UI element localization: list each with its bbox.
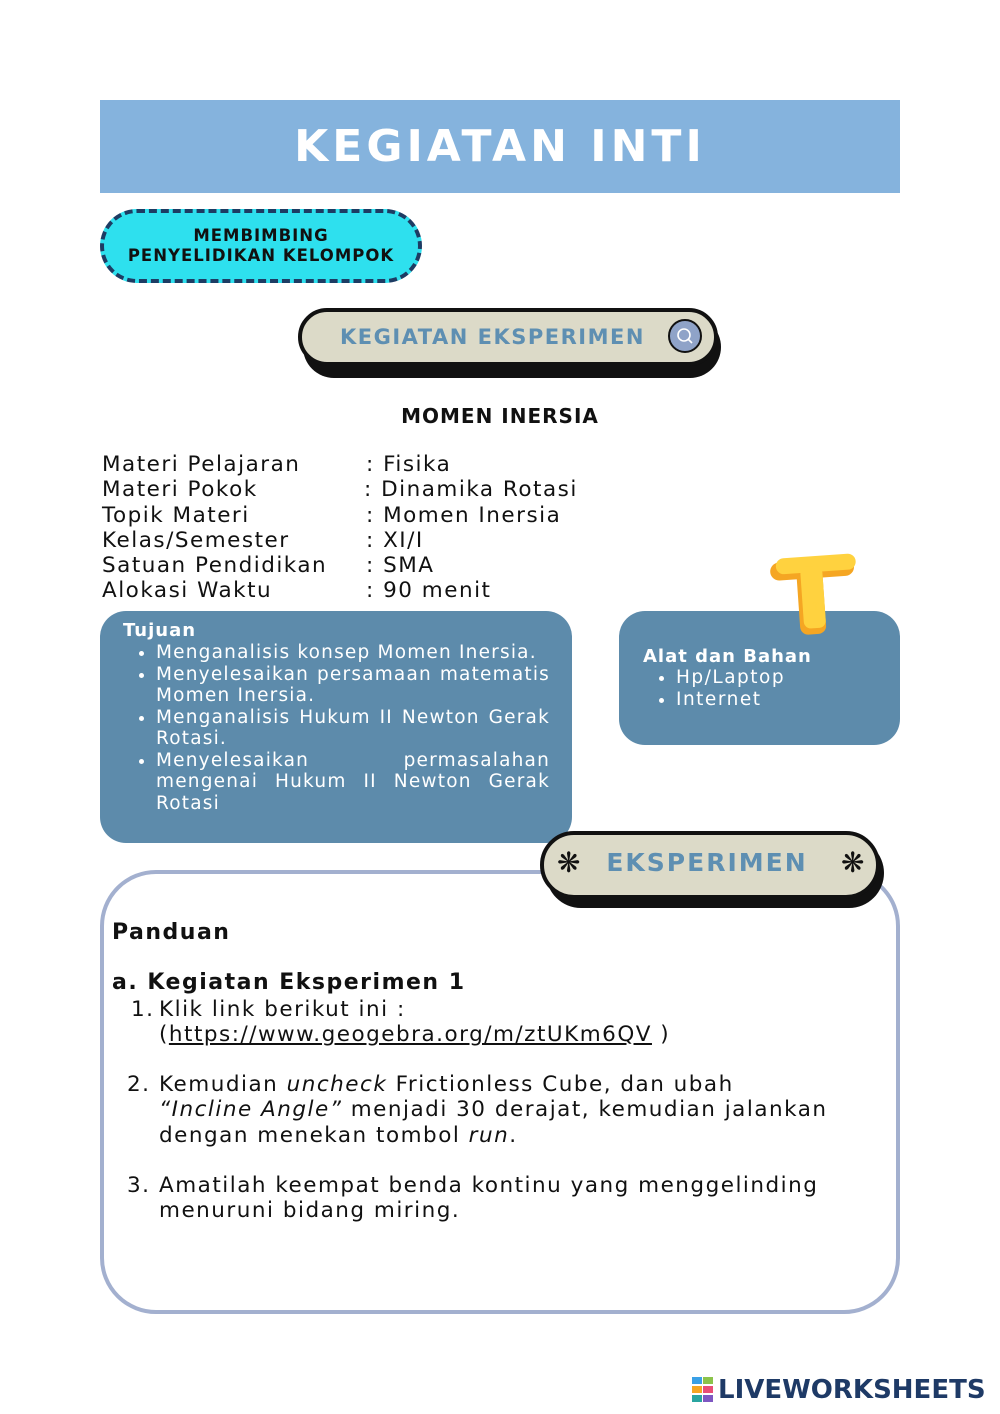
logo-blocks-icon bbox=[692, 1377, 714, 1403]
list-item: • Hp/Laptop bbox=[676, 667, 785, 689]
star-icon: ❋ bbox=[841, 846, 865, 879]
step3-line1: Amatilah keempat benda kontinu yang menggelinding bbox=[159, 1173, 819, 1198]
section-title: MOMEN INERSIA bbox=[401, 404, 599, 428]
tujuan-list bbox=[132, 642, 550, 814]
panduan-title: Panduan bbox=[112, 920, 231, 945]
kegiatan-title: a. Kegiatan Eksperimen 1 bbox=[112, 970, 466, 995]
list-item: • Menganalisis konsep Momen Inersia. bbox=[156, 642, 550, 664]
alat-list bbox=[652, 667, 785, 710]
step3-line2: menuruni bidang miring. bbox=[159, 1198, 461, 1223]
step-number: 3. bbox=[127, 1173, 151, 1198]
info-value: : 90 menit bbox=[366, 578, 492, 603]
info-label: Kelas/Semester bbox=[102, 528, 290, 553]
step-number: 2. bbox=[127, 1072, 151, 1097]
eksperimen-label: EKSPERIMEN bbox=[606, 848, 808, 877]
info-label: Materi Pelajaran bbox=[102, 452, 301, 477]
phase-pill-line1: MEMBIMBING bbox=[193, 226, 329, 245]
step2-emphasis: “Incline Angle” bbox=[159, 1097, 343, 1122]
info-value: : SMA bbox=[366, 553, 435, 578]
info-label: Topik Materi bbox=[102, 503, 250, 528]
tujuan-title: Tujuan bbox=[123, 620, 197, 641]
logo-text: LIVEWORKSHEETS bbox=[718, 1375, 986, 1405]
alat-title: Alat dan Bahan bbox=[643, 646, 812, 667]
search-bar-label: KEGIATAN EKSPERIMEN bbox=[340, 325, 645, 349]
step2-emphasis: run bbox=[468, 1123, 510, 1148]
geogebra-link[interactable]: https://www.geogebra.org/m/ztUKm6QV bbox=[168, 1022, 652, 1047]
info-value: : Dinamika Rotasi bbox=[364, 477, 578, 502]
info-value: : Momen Inersia bbox=[366, 503, 562, 528]
step-number: 1. bbox=[131, 997, 155, 1022]
paren-close: ) bbox=[651, 1022, 671, 1047]
info-label: Alokasi Waktu bbox=[102, 578, 273, 603]
search-icon[interactable] bbox=[668, 319, 702, 353]
paren-open: ( bbox=[159, 1022, 169, 1047]
step2-text: Frictionless Cube, dan ubah bbox=[387, 1072, 734, 1097]
step1-link-line bbox=[159, 1022, 670, 1048]
liveworksheets-logo bbox=[692, 1373, 986, 1407]
step2-line2 bbox=[159, 1097, 828, 1123]
decor-letter: T bbox=[812, 601, 820, 614]
list-item: • Menyelesaikan persamaan matematis Momen Inersia. bbox=[156, 664, 550, 707]
info-value: : XI/I bbox=[366, 528, 424, 553]
info-label: Satuan Pendidikan bbox=[102, 553, 328, 578]
page-banner-title: KEGIATAN INTI bbox=[100, 100, 900, 193]
step2-text: Kemudian bbox=[159, 1072, 287, 1097]
step2-emphasis: uncheck bbox=[286, 1072, 388, 1097]
list-item: • Internet bbox=[676, 689, 785, 711]
step1-text: Klik link berikut ini : bbox=[159, 997, 406, 1022]
step2-text: dengan menekan tombol bbox=[159, 1123, 469, 1148]
phase-pill bbox=[100, 209, 422, 283]
step2-text: menjadi 30 derajat, kemudian jalankan bbox=[342, 1097, 828, 1122]
phase-pill-line2: PENYELIDIKAN KELOMPOK bbox=[127, 246, 395, 265]
step2-text: . bbox=[509, 1123, 518, 1148]
info-value: : Fisika bbox=[366, 452, 452, 477]
decor-letter-t-icon bbox=[768, 548, 864, 644]
list-item: • Menyelesaikan permasalahan mengenai Hukum II Newton Gerak Rotasi bbox=[156, 750, 550, 815]
info-label: Materi Pokok bbox=[102, 477, 258, 502]
step2-line1 bbox=[159, 1072, 734, 1098]
star-icon: ❋ bbox=[557, 846, 581, 879]
list-item: • Menganalisis Hukum II Newton Gerak Rotasi. bbox=[156, 707, 550, 750]
step2-line3 bbox=[159, 1123, 518, 1149]
